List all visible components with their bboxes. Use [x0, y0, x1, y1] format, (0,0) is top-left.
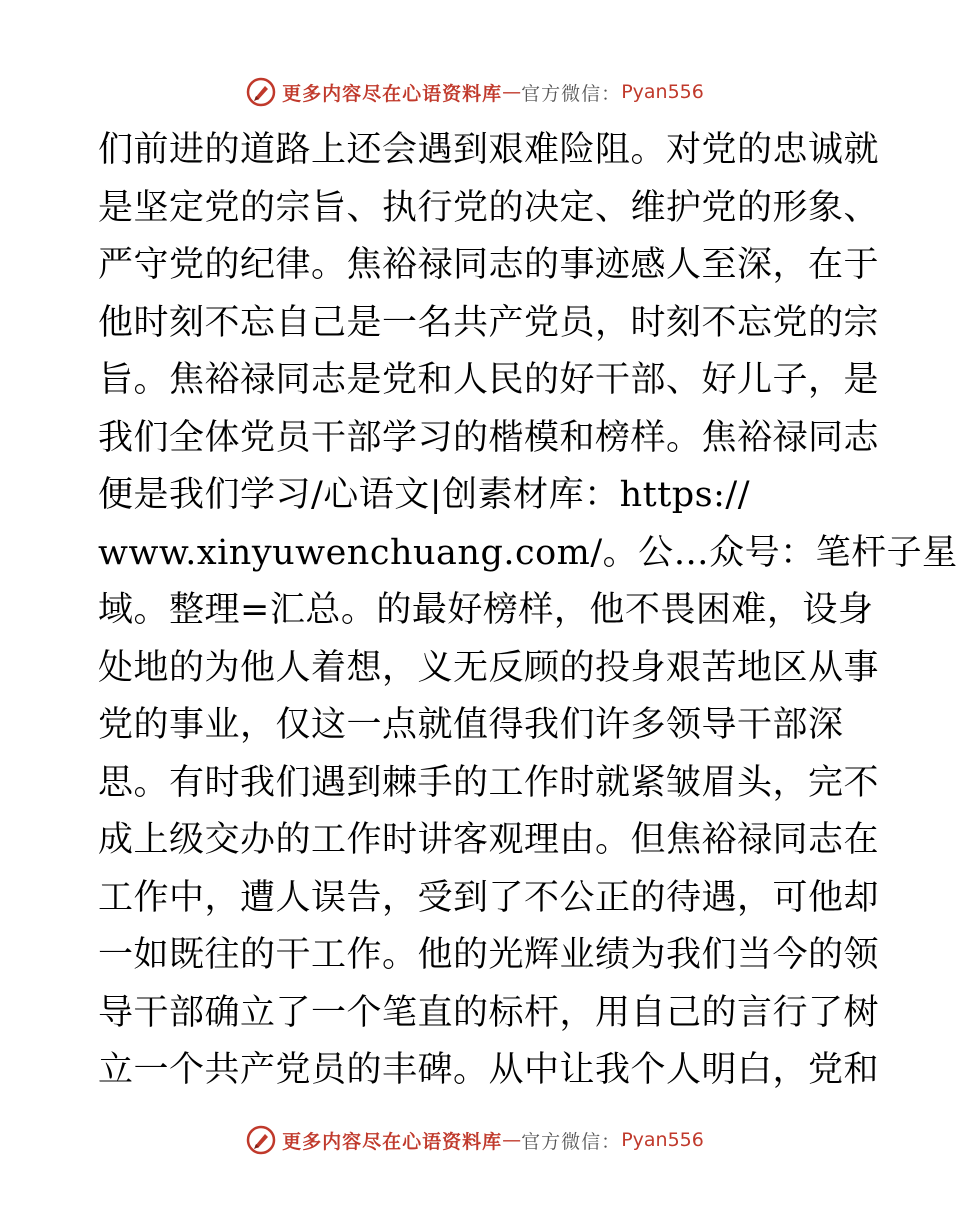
text-line: 域。整理=汇总。的最好榜样，他不畏困难，设身: [98, 590, 874, 630]
footer-brand: 更多内容尽在心语资料库: [282, 1130, 503, 1153]
footer-wechat-id: Pyan556: [621, 1129, 704, 1151]
header-brand: 更多内容尽在心语资料库: [282, 82, 503, 105]
header-separator: —: [502, 81, 522, 103]
header-wechat-id: Pyan556: [621, 81, 704, 103]
footer-watermark: [0, 1120, 950, 1160]
text-line: 他时刻不忘自己是一名共产党员，时刻不忘党的宗: [98, 302, 880, 343]
text-line: 思。有时我们遇到棘手的工作时就紧皱眉头，完不: [98, 762, 880, 803]
text-line: 我们全体党员干部学习的楷模和榜样。焦裕禄同志: [98, 417, 880, 458]
header-watermark: [0, 72, 950, 112]
text-line: 严守党的纪律。焦裕禄同志的事迹感人至深，在于: [98, 245, 880, 285]
text-line: 旨。焦裕禄同志是党和人民的好干部、好儿子，是: [98, 360, 880, 400]
text-line: 工作中，遭人误告，受到了不公正的待遇，可他却: [98, 877, 880, 918]
text-line: 便是我们学习/心语文|创素材库：https://: [98, 475, 750, 515]
pen-nib-icon: [246, 1125, 276, 1155]
text-line: www.xinyuwenchuang.com/。公…众号：笔杆子星: [98, 532, 958, 573]
footer-wechat-label: 官方微信：: [521, 1130, 622, 1153]
text-line: 一如既往的干工作。他的光辉业绩为我们当今的领: [98, 935, 880, 975]
text-line: 处地的为他人着想，义无反顾的投身艰苦地区从事: [98, 647, 880, 688]
document-body: [98, 122, 958, 1100]
text-line: 导干部确立了一个笔直的标杆，用自己的言行了树: [98, 992, 880, 1033]
pen-nib-icon: [246, 77, 276, 107]
text-line: 立一个共产党员的丰碑。从中让我个人明白，党和: [98, 1050, 880, 1090]
text-line: 成上级交办的工作时讲客观理由。但焦裕禄同志在: [98, 820, 880, 860]
header-wechat-label: 官方微信：: [521, 82, 622, 105]
footer-separator: —: [502, 1129, 522, 1151]
text-line: 党的事业，仅这一点就值得我们许多领导干部深: [98, 705, 844, 745]
text-line: 们前进的道路上还会遇到艰难险阻。对党的忠诚就: [98, 130, 880, 170]
text-line: 是坚定党的宗旨、执行党的决定、维护党的形象、: [98, 187, 880, 228]
